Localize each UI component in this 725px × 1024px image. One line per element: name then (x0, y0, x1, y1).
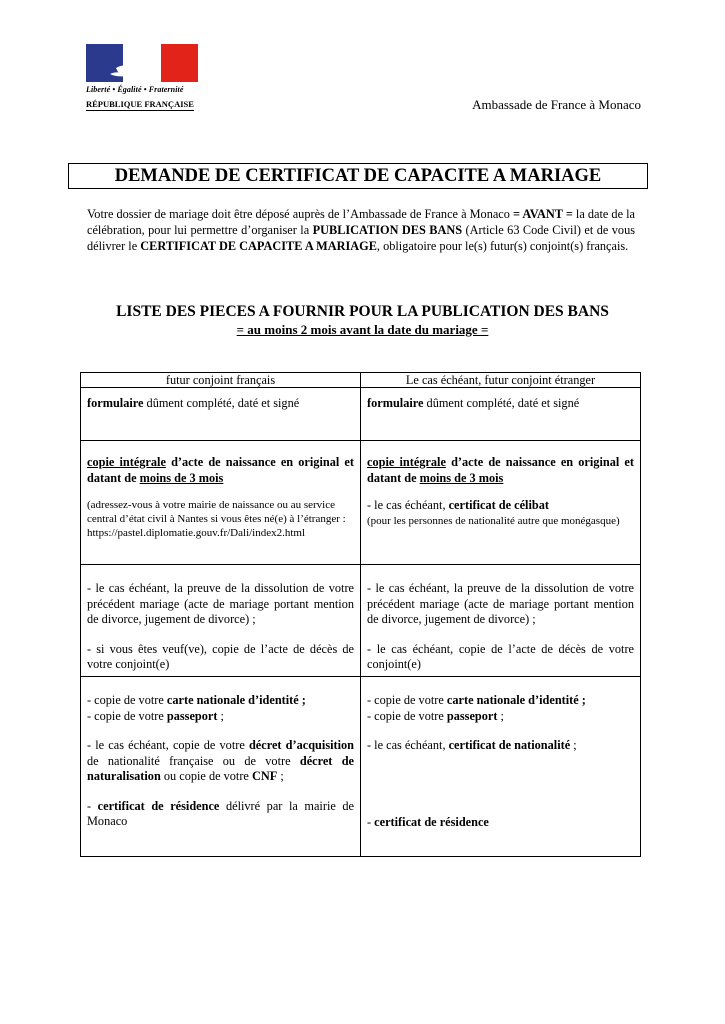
column-header-french-spouse: futur conjoint français (81, 373, 361, 388)
table-row (81, 441, 641, 565)
intro-paragraph: Votre dossier de mariage doit être déposé auprès de l’Ambassade de France à Monaco = AVANT = la date de la célébration, pour lui permettre d’organiser la PUBLICATION DES BANS (Article 63 Code Civil) et de vous délivrer le CERTIFICAT DE CAPACITE A MARIAGE, obligatoire pour le(s) futur(s) conjoint(s) français. (87, 207, 636, 253)
cell-previous-marriage-french: - le cas échéant, la preuve de la dissolution de votre précédent mariage (acte de mariage portant mention de divorce, jugement de divorce) ; - si vous êtes veuf(ve), copie de l’acte de décès de votre conjoint(e) (81, 565, 361, 677)
embassy-name: Ambassade de France à Monaco (472, 97, 641, 112)
table-row (81, 565, 641, 677)
cell-previous-marriage-foreign: - le cas échéant, la preuve de la dissolution de votre précédent mariage (acte de mariage portant mention de divorce, jugement de divorce) ; - le cas échéant, copie de l’acte de décès de votre conjoint(e) (361, 565, 641, 677)
cell-birth-certificate-foreign: copie intégrale d’acte de naissance en original et datant de moins de 3 mois - le cas échéant, certificat de célibat (pour les personnes de nationalité autre que monégasque) (361, 441, 641, 565)
marianne-flag-icon (86, 44, 198, 82)
documents-table (80, 372, 641, 857)
list-title: LISTE DES PIECES A FOURNIR POUR LA PUBLICATION DES BANS (116, 303, 609, 320)
cell-form-french: formulaire dûment complété, daté et signé (81, 388, 361, 441)
cell-birth-certificate-french: copie intégrale d’acte de naissance en original et datant de moins de 3 mois (adressez-vous à votre mairie de naissance ou au service central d’état civil à Nantes si vous êtes né(e) à l’étranger : https://pastel.diplomatie.gouv.fr/Dali/index2.html (81, 441, 361, 565)
cell-identity-foreign: - copie de votre carte nationale d’identité ; - copie de votre passeport ; - le cas échéant, certificat de nationalité ; - certificat de résidence (361, 677, 641, 857)
republique-francaise-logo (86, 44, 198, 112)
table-row (81, 388, 641, 441)
celibacy-note: (pour les personnes de nationalité autre que monégasque) (367, 514, 620, 527)
birth-certificate-note: (adressez-vous à votre mairie de naissance ou au service central d’état civil à Nantes si vous êtes né(e) à l’étranger : https://pastel.diplomatie.gouv.fr/Dali/index2.html (87, 499, 346, 539)
list-subtitle: = au moins 2 mois avant la date du mariage = (236, 322, 489, 337)
cell-form-foreign: formulaire dûment complété, daté et signé (361, 388, 641, 441)
table-row (81, 677, 641, 857)
logo-republique-francaise: RÉPUBLIQUE FRANÇAISE (86, 99, 194, 109)
document-title: DEMANDE DE CERTIFICAT DE CAPACITE A MARIAGE (68, 163, 648, 189)
column-header-foreign-spouse: Le cas échéant, futur conjoint étranger (361, 373, 641, 388)
cell-identity-french: - copie de votre carte nationale d’identité ; - copie de votre passeport ; - le cas échéant, copie de votre décret d’acquisition de nationalité française ou de votre décret de naturalisation ou copie de votre CNF ; - certificat de résidence délivré par la mairie de Monaco (81, 677, 361, 857)
logo-motto: Liberté • Égalité • Fraternité (86, 85, 184, 94)
